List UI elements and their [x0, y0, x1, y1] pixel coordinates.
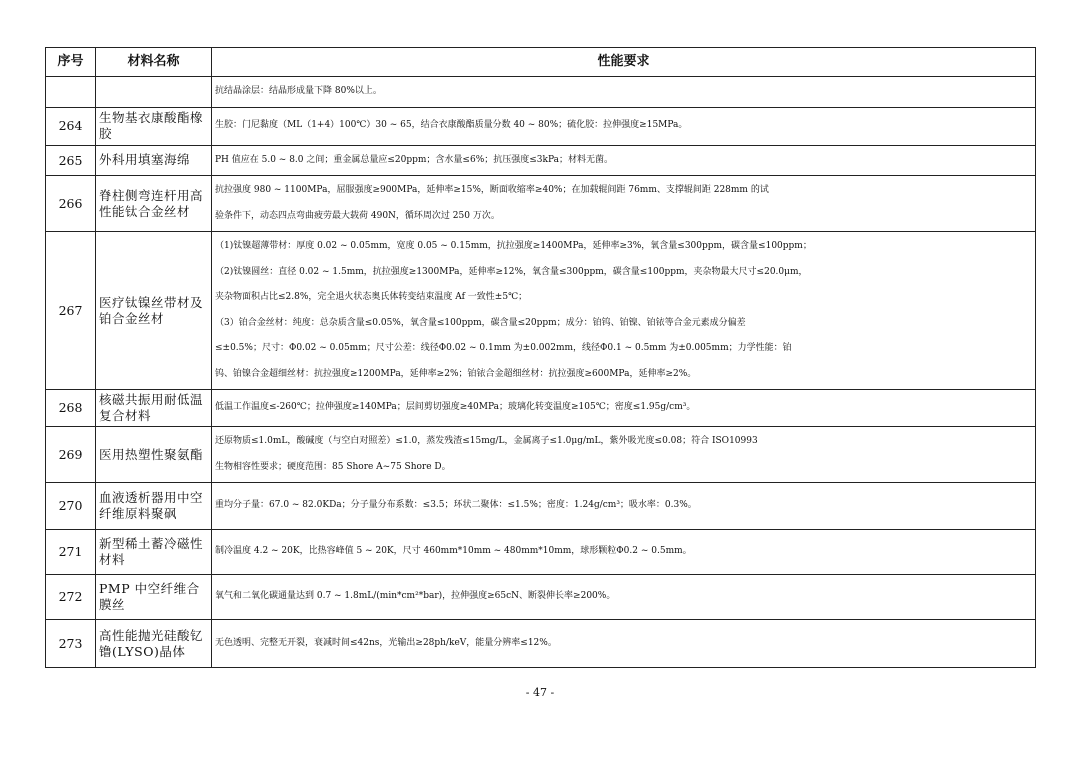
header-num: 序号 — [46, 48, 96, 77]
requirement-line: 氧气和二氧化碳通量达到 0.7 ~ 1.8mL/(min*cm²*bar)，拉伸强度≥65cN、断裂伸长率≥200%。 — [215, 591, 616, 602]
row-number: 266 — [46, 176, 96, 232]
material-name: 脊柱侧弯连杆用高性能钛合金丝材 — [96, 176, 212, 232]
row-number: 265 — [46, 145, 96, 176]
table-row — [46, 107, 1036, 145]
table-row — [46, 483, 1036, 530]
row-number: 264 — [46, 107, 96, 145]
material-name: 生物基衣康酸酯橡胶 — [96, 107, 212, 145]
performance-requirements — [212, 620, 1036, 668]
row-number: 269 — [46, 427, 96, 483]
material-name: 医用热塑性聚氨酯 — [96, 427, 212, 483]
requirement-line: 无色透明、完整无开裂，衰减时间≤42ns，光输出≥28ph/keV，能量分辨率≤12%。 — [215, 637, 557, 648]
requirement-line: 还原物质≤1.0mL，酸碱度（与空白对照差）≤1.0，蒸发残渣≤15mg/L，金属离子≤1.0μg/mL，紫外吸光度≤0.08；符合 ISO10993 — [215, 436, 758, 446]
requirement-line: 抗拉强度 980 ~ 1100MPa，屈服强度≥900MPa，延伸率≥15%，断面收缩率≥40%；在加载辊间距 76mm、支撑辊间距 228mm 的试 — [215, 185, 769, 195]
row-number: 273 — [46, 620, 96, 668]
performance-requirements — [212, 483, 1036, 530]
performance-requirements — [212, 530, 1036, 575]
table-row — [46, 176, 1036, 232]
materials-table — [45, 47, 1036, 668]
requirement-line: ≤±0.5%；尺寸：Φ0.02 ~ 0.05mm；尺寸公差：线径Φ0.02 ~ 0.1mm 为±0.002mm，线径Φ0.1 ~ 0.5mm 为±0.005mm；力学性能：铂 — [215, 343, 792, 353]
material-name: 新型稀土蓄冷磁性材料 — [96, 530, 212, 575]
requirement-line: （3）铂合金丝材：纯度：总杂质含量≤0.05%，氧含量≤100ppm，碳含量≤20ppm；成分：铂钨、铂镍、铂铱等合金元素成分偏差 — [215, 317, 746, 328]
requirement-line: 重均分子量：67.0 ~ 82.0KDa；分子量分布系数：≤3.5；环状二聚体：≤1.5%；密度：1.24g/cm³；吸水率：0.3%。 — [215, 500, 697, 511]
material-name: 高性能抛光硅酸钇镥(LYSO)晶体 — [96, 620, 212, 668]
row-number: 271 — [46, 530, 96, 575]
material-name: 血液透析器用中空纤维原料聚砜 — [96, 483, 212, 530]
performance-requirements — [212, 107, 1036, 145]
row-number: 267 — [46, 232, 96, 390]
requirement-line: 钨、铂镍合金超细丝材：抗拉强度≥1200MPa，延伸率≥2%；铂铱合金超细丝材：抗拉强度≥600MPa，延伸率≥2%。 — [215, 368, 697, 379]
table-row — [46, 575, 1036, 620]
requirement-line: 抗结晶涂层：结晶形成量下降 80%以上。 — [215, 86, 382, 96]
performance-requirements — [212, 575, 1036, 620]
table-row — [46, 145, 1036, 176]
table-row — [46, 232, 1036, 390]
performance-requirements — [212, 176, 1036, 232]
row-number: 268 — [46, 390, 96, 427]
header-row — [46, 48, 1036, 77]
row-number: 270 — [46, 483, 96, 530]
material-name — [96, 77, 212, 108]
requirement-line: PH 值应在 5.0 ~ 8.0 之间；重金属总量应≤20ppm；含水量≤6%；抗压强度≤3kPa；材料无菌。 — [215, 154, 613, 165]
requirement-line: 低温工作温度≤-260℃；拉伸强度≥140MPa；层间剪切强度≥40MPa；玻璃化转变温度≥105℃；密度≤1.95g/cm³。 — [215, 402, 696, 413]
requirement-line: 生物相容性要求；硬度范围：85 Shore A~75 Shore D。 — [215, 461, 451, 472]
table-row — [46, 427, 1036, 483]
requirement-line: 制冷温度 4.2 ~ 20K，比热容峰值 5 ~ 20K，尺寸 460mm*10mm ~ 480mm*10mm，球形颗粒Φ0.2 ~ 0.5mm。 — [215, 546, 692, 557]
material-name: 外科用填塞海绵 — [96, 145, 212, 176]
table-row — [46, 77, 1036, 108]
performance-requirements — [212, 145, 1036, 176]
requirement-line: （1)钛镍超薄带材：厚度 0.02 ~ 0.05mm，宽度 0.05 ~ 0.15mm，抗拉强度≥1400MPa，延伸率≥3%，氧含量≤300ppm，碳含量≤100ppm； — [215, 241, 812, 251]
row-number — [46, 77, 96, 108]
requirement-line: 验条件下，动态四点弯曲疲劳最大载荷 490N，循环周次过 250 万次。 — [215, 210, 500, 221]
performance-requirements — [212, 232, 1036, 390]
material-name: PMP 中空纤维合膜丝 — [96, 575, 212, 620]
row-number: 272 — [46, 575, 96, 620]
requirement-line: 生胶：门尼黏度（ML（1+4）100℃）30 ~ 65，结合衣康酸酯质量分数 40 ~ 80%；硫化胶：拉伸强度≥15MPa。 — [215, 120, 688, 131]
table-row — [46, 530, 1036, 575]
header-name: 材料名称 — [96, 48, 212, 77]
page-number: - 47 - — [525, 686, 555, 699]
header-req: 性能要求 — [212, 48, 1036, 77]
material-name: 医疗钛镍丝带材及铂合金丝材 — [96, 232, 212, 390]
table-row — [46, 620, 1036, 668]
table-row — [46, 390, 1036, 427]
performance-requirements — [212, 390, 1036, 427]
requirement-line: 夹杂物面积占比≤2.8%，完全退火状态奥氏体转变结束温度 Af 一致性±5℃； — [215, 292, 528, 302]
material-name: 核磁共振用耐低温复合材料 — [96, 390, 212, 427]
performance-requirements — [212, 427, 1036, 483]
requirement-line: （2)钛镍圆丝：直径 0.02 ~ 1.5mm，抗拉强度≥1300MPa，延伸率≥12%，氧含量≤300ppm，碳含量≤100ppm，夹杂物最大尺寸≤20.0μm， — [215, 266, 808, 277]
performance-requirements — [212, 77, 1036, 108]
